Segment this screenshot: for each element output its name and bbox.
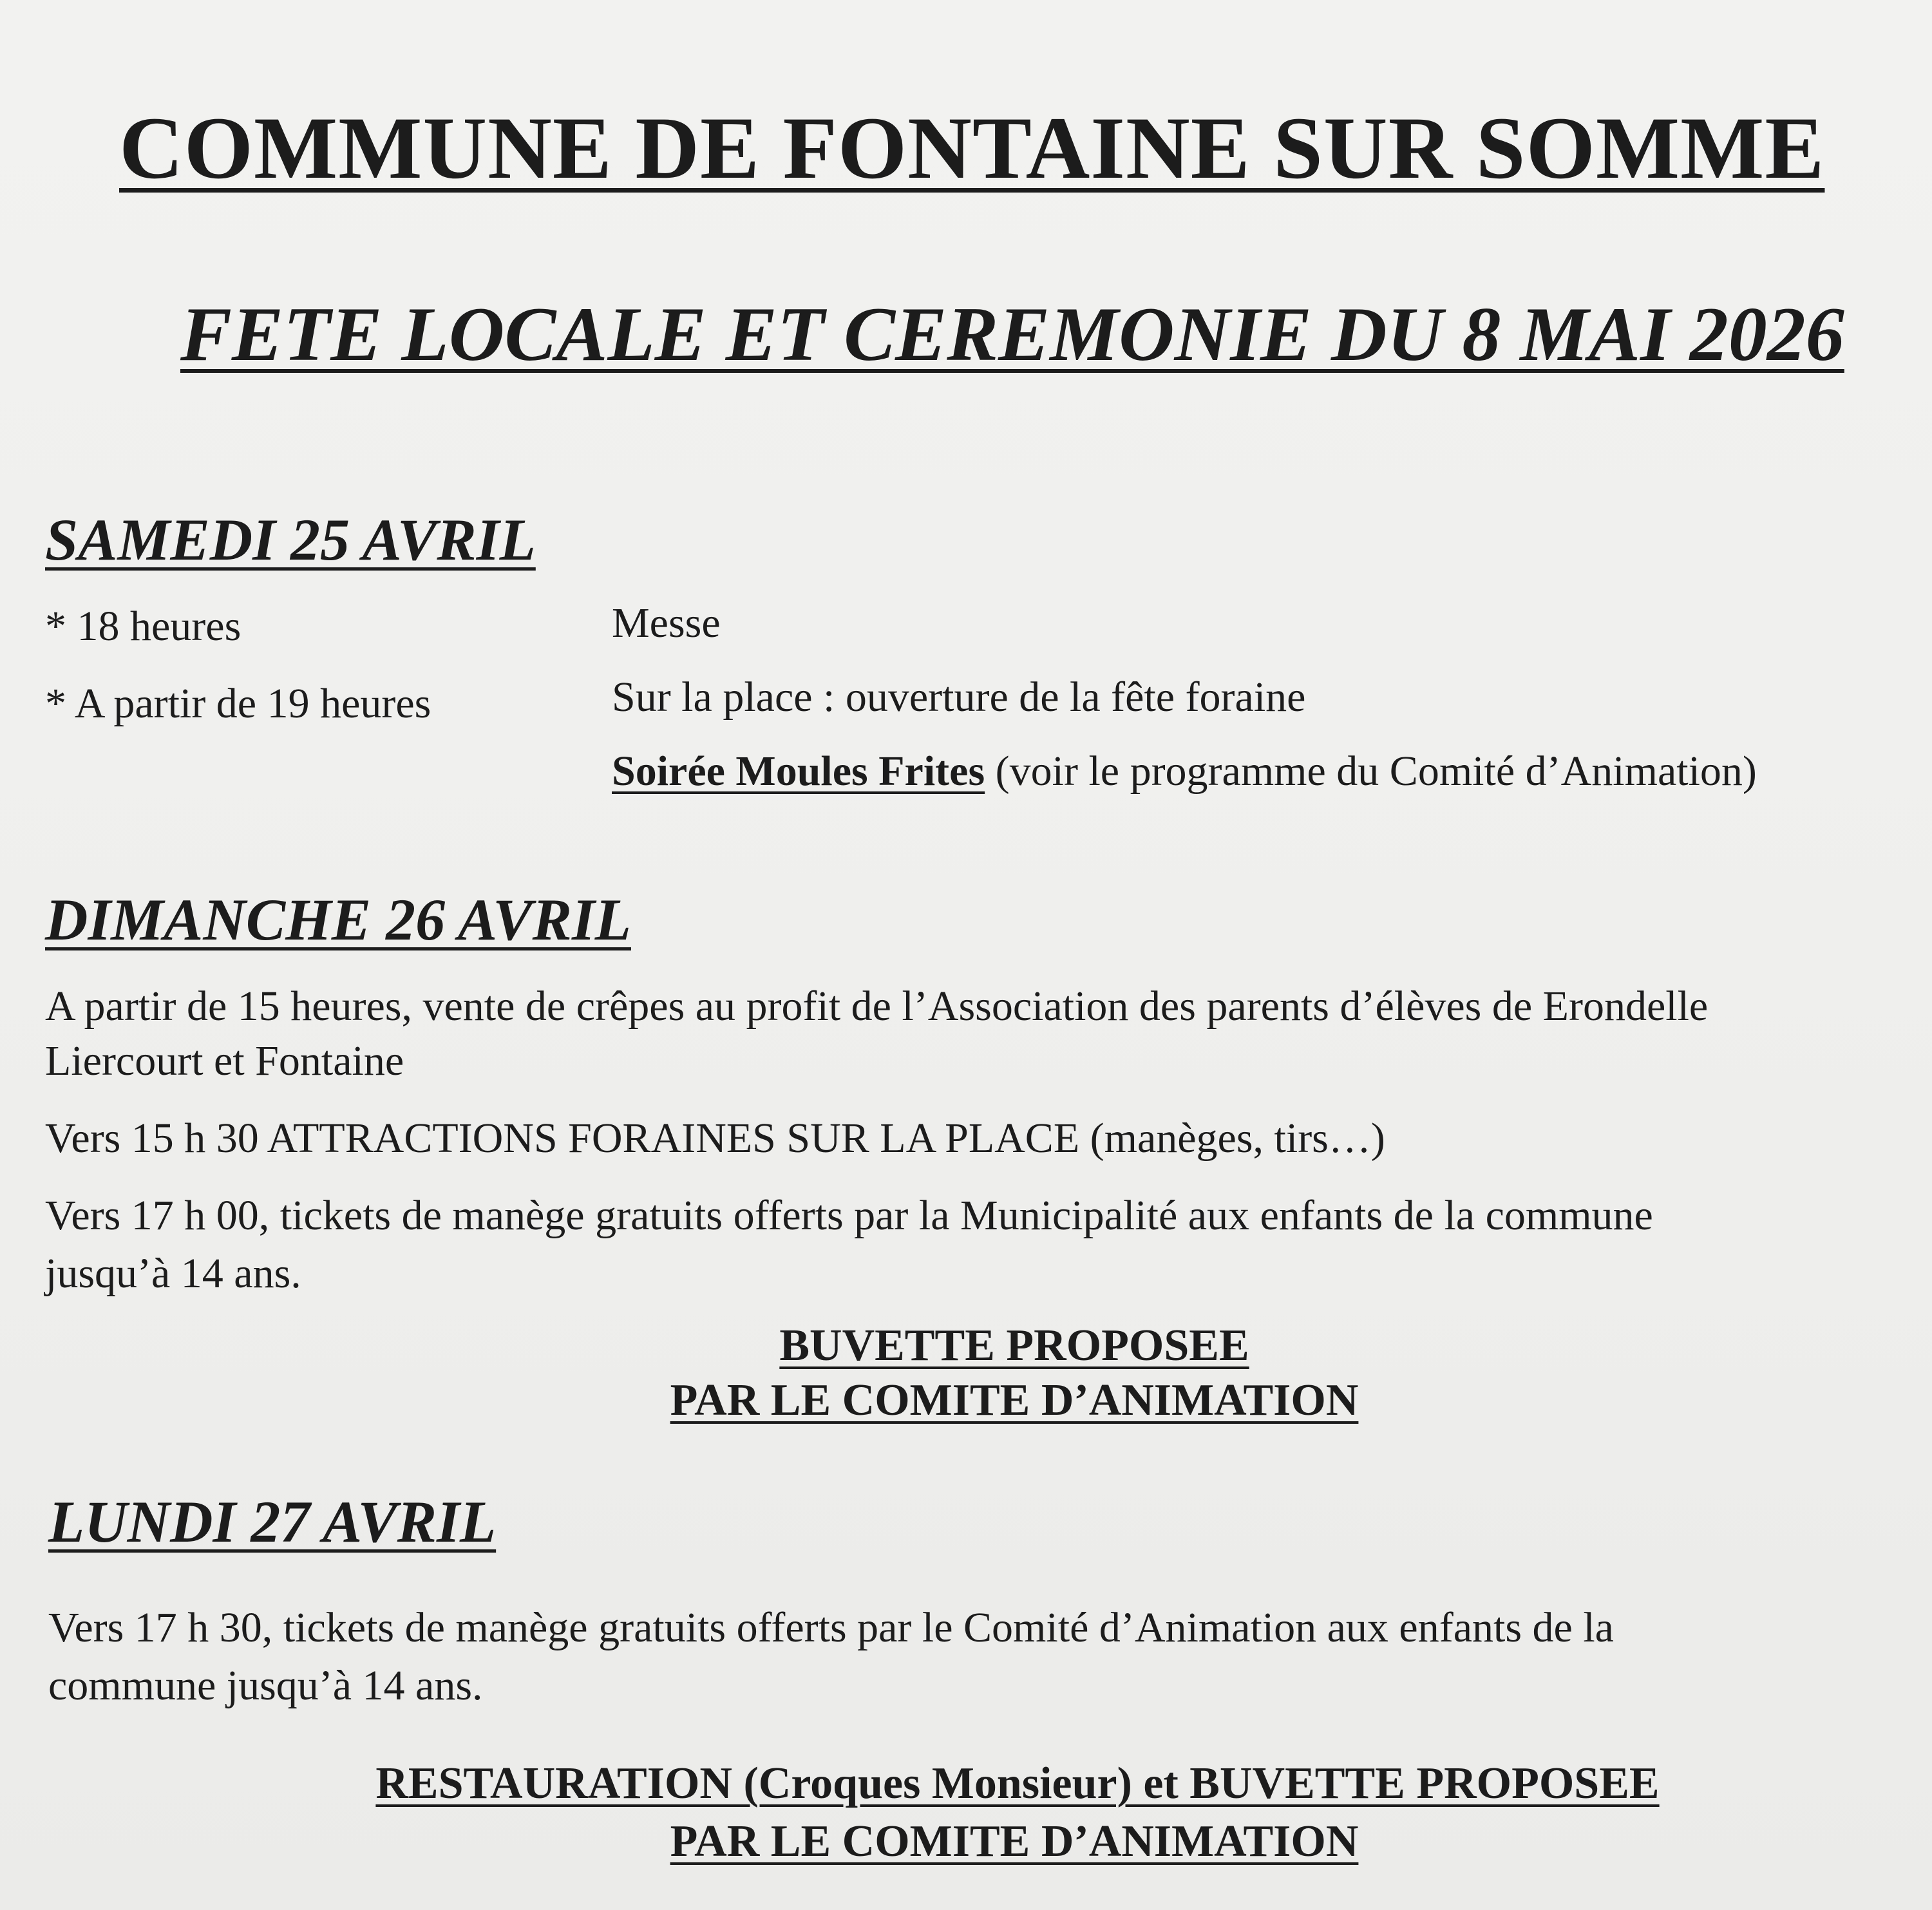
samedi-event-1: Messe (612, 600, 721, 647)
soiree-note: (voir le programme du Comité d’Animation) (985, 748, 1757, 795)
lundi-tickets-line-1: Vers 17 h 30, tickets de manège gratuits offerts par le Comité d’Animation aux enfants de la (48, 1604, 1614, 1651)
dimanche-tickets-line-1: Vers 17 h 00, tickets de manège gratuits offerts par la Municipalité aux enfants de la commune (45, 1192, 1653, 1239)
dimanche-attractions: Vers 15 h 30 ATTRACTIONS FORAINES SUR LA PLACE (manèges, tirs…) (45, 1115, 1385, 1162)
samedi-event-2: Sur la place : ouverture de la fête foraine (612, 674, 1306, 721)
samedi-time-1: * 18 heures (45, 603, 242, 650)
dimanche-heading: DIMANCHE 26 AVRIL (45, 887, 631, 952)
samedi-soiree-line (612, 747, 1757, 796)
dimanche-crepes-line-1: A partir de 15 heures, vente de crêpes au profit de l’Association des parents d’élèves de Erondelle (45, 983, 1709, 1030)
restauration-line-1: RESTAURATION (Croques Monsieur) et BUVETTE PROPOSEE (375, 1759, 1660, 1808)
samedi-time-2: * A partir de 19 heures (45, 680, 431, 727)
event-subtitle: FETE LOCALE ET CEREMONIE DU 8 MAI 2026 (180, 291, 1844, 377)
lundi-heading: LUNDI 27 AVRIL (48, 1489, 497, 1555)
commune-title: COMMUNE DE FONTAINE SUR SOMME (119, 99, 1825, 197)
soiree-moules-frites: Soirée Moules Frites (612, 748, 985, 795)
buvette-line-1: BUVETTE PROPOSEE (779, 1321, 1249, 1370)
restauration-line-2: PAR LE COMITE D’ANIMATION (670, 1817, 1359, 1866)
lundi-tickets-line-2: commune jusqu’à 14 ans. (48, 1662, 483, 1709)
dimanche-tickets-line-2: jusqu’à 14 ans. (45, 1250, 301, 1297)
buvette-line-2: PAR LE COMITE D’ANIMATION (670, 1376, 1359, 1425)
dimanche-crepes-line-2: Liercourt et Fontaine (45, 1037, 404, 1084)
samedi-heading: SAMEDI 25 AVRIL (45, 507, 536, 572)
